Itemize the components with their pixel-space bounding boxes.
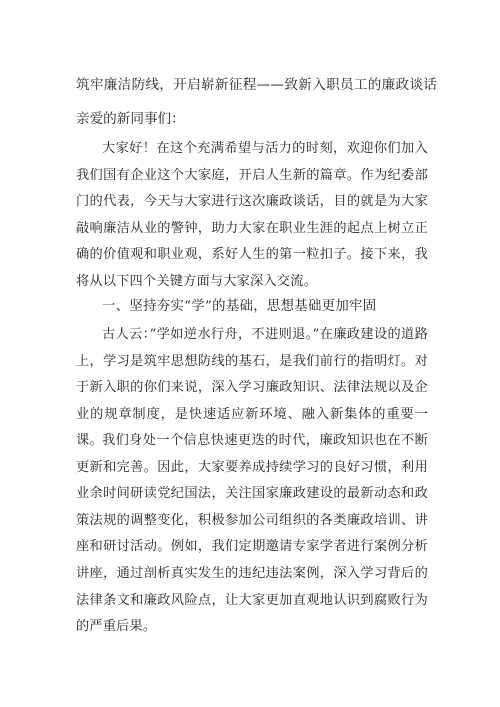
intro-paragraph: 大家好！在这个充满希望与活力的时刻，欢迎你们加入我们国有企业这个大家庭，开启人生新的篇章。作为纪委部门的代表，今天与大家进行这次廉政谈话，目的就是为大家敲响廉洁从业的警钟，助力大家在职业生涯的起点上树立正确的价值观和职业观，系好人生的第一粒扣子。接下来，我将从以下四个关键方面与大家深入交流。 [76,141,428,289]
section-heading: 一、坚持夯实“学”的基础，思想基础更加牢固 [102,299,377,314]
salutation: 亲爱的新同事们： [76,111,185,127]
body-paragraph: 古人云：”学如逆水行舟，不进则退。”在廉政建设的道路上，学习是筑牢思想防线的基石，是我们前行的指明灯。对于新入职的你们来说，深入学习廉政知识、法律法规以及企业的规章制度，是快速适应新环境、融入新集体的重要一课。 [76,327,428,449]
document-title: 筑牢廉洁防线，开启崭新征程——致新入职员工的廉政谈话 [76,77,438,93]
body-paragraph: 我们身处一个信息快速更迭的时代，廉政知识也在不断更新和完善。因此，大家要养成持续学习的良好习惯，利用业余时间研读党纪国法，关注国家廉政建设的最新动态和政策法规的调整变化，积极参加公司组织的各类廉政培训、讲座和研讨活动。例如，我们定期邀请专家学者进行案例分析讲座，通过剖析真实发生的违纪违法案例，深入学习背后的法律条文和廉政风险点，让大家更加直观地认识到腐败行为的严重后果。 [76,433,428,635]
